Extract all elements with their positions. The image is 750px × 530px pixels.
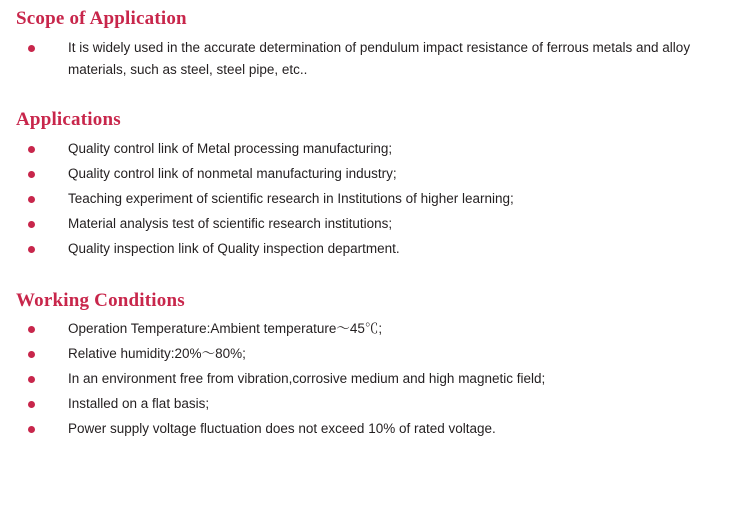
bullet-dot-icon — [28, 196, 35, 203]
list-item — [14, 163, 736, 185]
section-scope-of-application — [14, 8, 736, 81]
list-item-text: Material analysis test of scientific research institutions; — [68, 215, 393, 231]
section-heading-scope: Scope of Application — [16, 8, 187, 29]
list-item-text: Relative humidity:20%～80%; — [68, 346, 246, 362]
bullet-dot-icon — [28, 426, 35, 433]
list-item-text: Installed on a flat basis; — [68, 396, 210, 412]
list-item — [14, 213, 736, 235]
list-item — [14, 418, 736, 440]
bullet-dot-icon — [28, 171, 35, 178]
bullet-dot-icon — [28, 401, 35, 408]
list-item-text: Teaching experiment of scientific research in Institutions of higher learning; — [68, 190, 514, 206]
list-item — [14, 37, 736, 81]
list-item-text: Operation Temperature:Ambient temperature～45℃; — [68, 321, 383, 337]
list-item — [14, 138, 736, 160]
list-item — [14, 188, 736, 210]
bullet-dot-icon — [28, 376, 35, 383]
section-applications — [14, 109, 736, 260]
list-item-text: Quality control link of Metal processing manufacturing; — [68, 140, 393, 156]
list-item — [14, 393, 736, 415]
bullet-dot-icon — [28, 221, 35, 228]
bullet-list-applications — [14, 138, 736, 260]
list-item-text: Power supply voltage fluctuation does not exceed 10% of rated voltage. — [68, 421, 496, 437]
bullet-list-scope — [14, 37, 736, 81]
list-item-text: Quality control link of nonmetal manufacturing industry; — [68, 165, 397, 181]
bullet-dot-icon — [28, 45, 35, 52]
bullet-dot-icon — [28, 146, 35, 153]
list-item-text: Quality inspection link of Quality inspection department. — [68, 240, 400, 256]
bullet-dot-icon — [28, 351, 35, 358]
bullet-dot-icon — [28, 246, 35, 253]
section-working-conditions — [14, 290, 736, 441]
bullet-list-working-conditions — [14, 318, 736, 440]
list-item-text: It is widely used in the accurate determination of pendulum impact resistance of ferrous metals and alloy materials, such as steel, steel pipe, etc.. — [68, 39, 691, 77]
section-heading-applications: Applications — [16, 108, 121, 130]
list-item — [14, 238, 736, 260]
bullet-dot-icon — [28, 326, 35, 333]
list-item — [14, 318, 736, 340]
list-item — [14, 368, 736, 390]
list-item — [14, 343, 736, 365]
list-item-text: In an environment free from vibration,corrosive medium and high magnetic field; — [68, 371, 546, 387]
section-heading-working-conditions: Working Conditions — [16, 289, 185, 311]
